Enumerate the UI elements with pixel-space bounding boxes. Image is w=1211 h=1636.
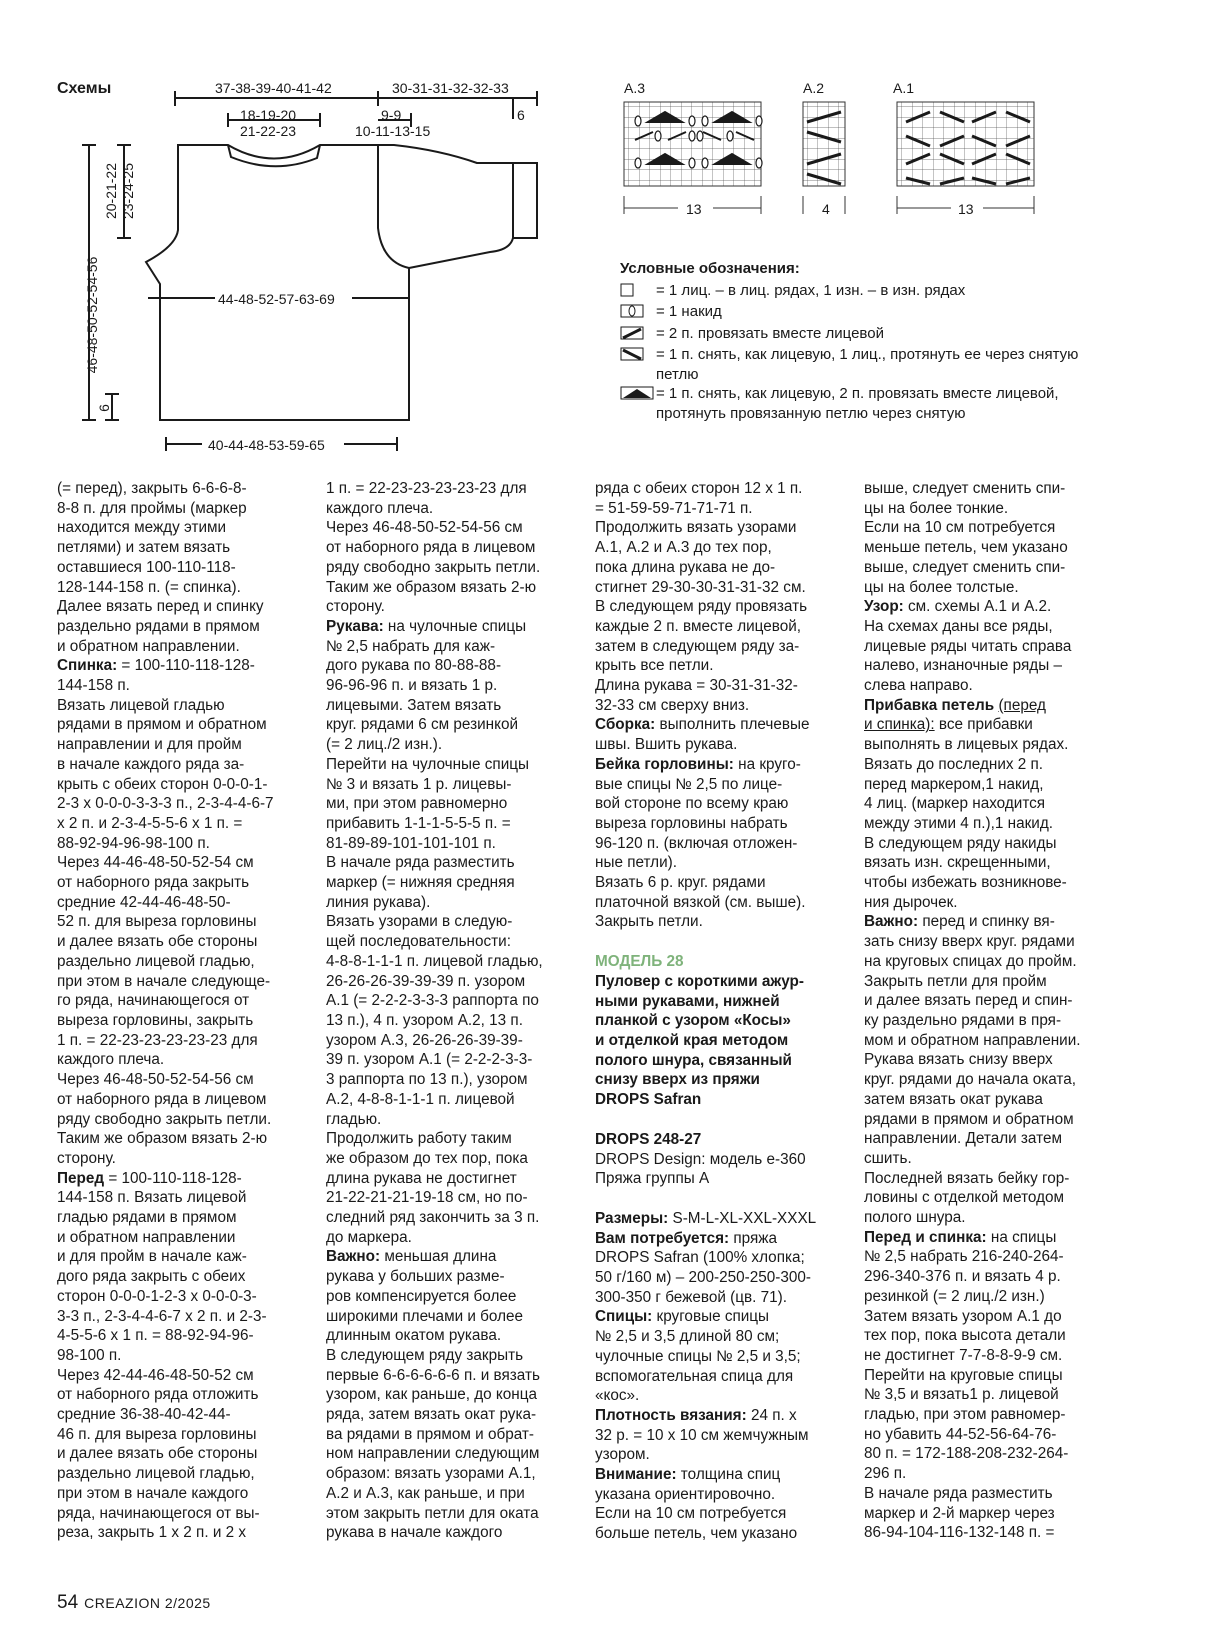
text-line: ку раздельно рядами в пря- — [864, 1011, 1062, 1029]
text-line: длина рукава не достигнет — [326, 1169, 517, 1187]
text-line: № 3,5 и вязать1 р. лицевой — [864, 1386, 1059, 1404]
chart-a3-width: 13 — [686, 201, 702, 217]
text-line — [595, 1406, 845, 1426]
text-line: Продолжить работу таким — [326, 1130, 512, 1148]
text-span: круговые спицы — [652, 1308, 770, 1326]
legend-text: = 2 п. провязать вместе лицевой — [656, 324, 884, 342]
dim-top-left: 37-38-39-40-41-42 — [215, 80, 332, 96]
ssk-icon — [620, 345, 656, 367]
text-line: 88-92-94-96-98-100 п. — [57, 834, 210, 852]
dim-armhole-b: 23-24-25 — [120, 162, 136, 220]
text-line: перед маркером,1 накид, — [864, 775, 1044, 793]
text-line: полого шнура, связанный — [595, 1051, 792, 1069]
text-line: 26-26-26-39-39-39 п. узором — [326, 972, 526, 990]
text-line — [595, 755, 845, 775]
text-span: = 100-110-118-128- — [117, 657, 255, 675]
text-line: х 2 п. и 2-3-4-5-5-6 х 1 п. = — [57, 814, 243, 832]
text-line: зать снизу вверх круг. рядами — [864, 933, 1075, 951]
legend-item — [620, 345, 1090, 384]
text-line: дого ряда закрыть с обеих — [57, 1268, 246, 1286]
bold-label: Внимание: — [595, 1466, 677, 1484]
text-line: направлении. Детали затем — [864, 1130, 1062, 1148]
text-line: полого шнура. — [864, 1209, 966, 1227]
text-line: DROPS 248-27 — [595, 1130, 702, 1148]
chart-label-a3: A.3 — [624, 80, 646, 96]
text-line: от наборного ряда отложить — [57, 1386, 259, 1404]
chart-a3-grid — [624, 102, 762, 214]
text-line: рядами в прямом и обратном — [864, 1110, 1074, 1128]
bold-label: Спицы: — [595, 1308, 653, 1326]
text-line: стигнет 29-30-30-31-31-32 см. — [595, 578, 806, 596]
text-line: 50 г/160 м) – 200-250-250-300- — [595, 1269, 811, 1287]
text-line: сторону. — [57, 1149, 116, 1167]
knit-square-icon — [620, 281, 656, 303]
text-line: цы на более тонкие. — [864, 499, 1009, 517]
legend-text: = 1 накид — [656, 303, 722, 320]
text-line: вязать изн. скрещенными, — [864, 854, 1051, 872]
chart-label-a2: A.2 — [803, 80, 825, 96]
text-line: 300-350 г бежевой (цв. 71). — [595, 1288, 787, 1306]
text-line: платочной вязкой (см. выше). — [595, 893, 806, 911]
text-line: сшить. — [864, 1149, 912, 1167]
text-line: «кос». — [595, 1387, 640, 1405]
text-line: рукава в начале каждого — [326, 1524, 503, 1542]
bold-label: Вам потребуется: — [595, 1229, 730, 1247]
text-line: Пряжа группы А — [595, 1170, 710, 1188]
text-line: ва рядами в прямом и обрат- — [326, 1425, 534, 1443]
text-line: ми, при этом равномерно — [326, 795, 508, 813]
dim-neck-b: 21-22-23 — [240, 123, 297, 139]
text-line: чтобы избежать возникнове- — [864, 874, 1067, 892]
text-line: ряда, затем вязать окат рука- — [326, 1406, 537, 1424]
text-line: В начале ряда разместить — [326, 854, 515, 872]
bold-label: Важно: — [326, 1248, 381, 1266]
text-line — [864, 696, 1114, 716]
text-line: № 3 и вязать 1 р. лицевы- — [326, 775, 512, 793]
text-line: гладью. — [326, 1110, 382, 1128]
text-line: ловины с отделкой методом — [864, 1189, 1065, 1207]
text-line: (= 2 лиц./2 изн.). — [326, 736, 443, 754]
legend — [620, 259, 1090, 423]
text-line: Если на 10 см потребуется — [864, 519, 1056, 537]
text-line: Через 46-48-50-52-54-56 см — [57, 1071, 254, 1089]
text-line: каждого плеча. — [57, 1051, 165, 1069]
text-line — [864, 715, 1114, 735]
text-line: но убавить 44-52-56-64-76- — [864, 1425, 1057, 1443]
text-line: 81-89-89-101-101-101 п. — [326, 834, 496, 852]
text-line: А.2 и А.3, как раньше, и при — [326, 1484, 525, 1502]
spacer — [595, 932, 845, 952]
text-line: образом: вязать узорами А.1, — [326, 1465, 536, 1483]
text-line: тех пор, пока высота детали — [864, 1327, 1066, 1345]
text-line: 2-3 х 0-0-0-3-3-3 п., 2-3-4-4-6-7 — [57, 795, 274, 813]
text-line: первые 6-6-6-6-6-6 п. и вязать — [326, 1366, 540, 1384]
text-line — [864, 597, 1114, 617]
text-line: 128-144-158 п. (= спинка). — [57, 578, 241, 596]
text-line: ными рукавами, нижней — [595, 992, 780, 1010]
text-line: А.1 (= 2-2-2-3-3-3 раппорта по — [326, 992, 539, 1010]
bold-label: Плотность вязания: — [595, 1406, 747, 1424]
text-line: широкими плечами и более — [326, 1307, 524, 1325]
bold-label: Размеры: — [595, 1209, 669, 1227]
text-line: круг. рядами 6 см резинкой — [326, 716, 519, 734]
dim-shoulder-b: 10-11-13-15 — [355, 123, 431, 139]
text-line: Таким же образом вязать 2-ю — [57, 1130, 268, 1148]
text-line: ные петли). — [595, 854, 677, 872]
text-line: круг. рядами до начала оката, — [864, 1071, 1077, 1089]
text-line: Далее вязать перед и спинку — [57, 598, 264, 616]
text-line: Последней вязать бейку гор- — [864, 1169, 1070, 1187]
text-line: 296 п. — [864, 1465, 907, 1483]
text-line: Затем вязать узором А.1 до — [864, 1307, 1062, 1325]
dim-neck-a: 18-19-20 — [240, 107, 297, 123]
text-line: Вязать до последних 2 п. — [864, 755, 1044, 773]
text-line: больше петель, чем указано — [595, 1525, 798, 1543]
text-line: и обратном направлении — [57, 1228, 236, 1246]
text-line: Закрыть петли для пройм — [864, 972, 1047, 990]
chart-a2-width: 4 — [822, 201, 830, 217]
text-line: вой стороне по всему краю — [595, 795, 789, 813]
text-line: = 51-59-59-71-71-71 п. — [595, 499, 753, 517]
text-line: выполнять в лицевых рядах. — [864, 736, 1069, 754]
text-line: при этом в начале каждого — [57, 1484, 249, 1502]
text-span: на спицы — [986, 1228, 1057, 1246]
underlined-text: (перед — [998, 696, 1046, 714]
text-line: № 2,5 набрать для каж- — [326, 637, 496, 655]
text-line: Вязать лицевой гладью — [57, 696, 225, 714]
text-line: го ряда, начинающегося от — [57, 992, 250, 1010]
text-line: раздельно рядами в прямом — [57, 617, 260, 635]
text-line: раздельно лицевой гладью, — [57, 952, 255, 970]
text-line — [326, 617, 576, 637]
text-line: крыть все петли. — [595, 657, 714, 675]
legend-item — [620, 324, 1090, 346]
text-line: маркер и 2-й маркер через — [864, 1504, 1055, 1522]
chart-a2-grid — [803, 102, 845, 214]
legend-text: = 1 лиц. – в лиц. рядах, 1 изн. – в изн. рядах — [656, 281, 966, 299]
bold-label: Перед — [57, 1169, 105, 1187]
text-line: 296-340-376 п. и вязать 4 р. — [864, 1268, 1061, 1286]
text-span: S-M-L-XL-XXL-XXXL — [668, 1209, 817, 1227]
text-line: 80 п. = 172-188-208-232-264- — [864, 1445, 1069, 1463]
text-line: каждые 2 п. вместе лицевой, — [595, 617, 802, 635]
text-line: направлении и для пройм — [57, 736, 242, 754]
text-line: в начале каждого ряда за- — [57, 755, 245, 773]
text-line: реза, закрыть 1 х 2 п. и 2 х — [57, 1524, 247, 1542]
text-line: выреза горловины, закрыть — [57, 1011, 254, 1029]
spacer — [595, 1110, 845, 1130]
bold-label: Бейка горловины: — [595, 755, 734, 773]
text-line: узором А.3, 26-26-26-39-39- — [326, 1031, 523, 1049]
bold-label: Рукава: — [326, 617, 384, 635]
text-line: от наборного ряда закрыть — [57, 874, 250, 892]
text-line: узором, как раньше, до конца — [326, 1386, 537, 1404]
text-span: на круго- — [733, 755, 801, 773]
text-line: 13 п.), 4 п. узором А.2, 13 п. — [326, 1011, 523, 1029]
text-line: 32-33 см сверху вниз. — [595, 696, 750, 714]
text-line: между этими 4 п.),1 накид. — [864, 814, 1054, 832]
text-span: все прибавки — [934, 716, 1033, 734]
text-line: дого рукава по 80-88-88- — [326, 657, 502, 675]
dim-body-length: 46-48-50-52-54-56 — [84, 256, 100, 374]
text-line: Рукава вязать снизу вверх — [864, 1051, 1053, 1069]
text-line: гладью рядами в прямом — [57, 1209, 237, 1227]
text-line: не достигнет 7-7-8-8-9-9 см. — [864, 1346, 1063, 1364]
text-line: (= перед), закрыть 6-6-6-8- — [57, 480, 247, 497]
text-span: см. схемы А.1 и А.2. — [903, 598, 1052, 616]
text-line: от наборного ряда в лицевом — [57, 1090, 267, 1108]
text-line: А.2, 4-8-8-1-1-1 п. лицевой — [326, 1090, 515, 1108]
magazine-name: CREAZION 2/2025 — [84, 1595, 211, 1611]
text-line: 144-158 п. — [57, 677, 130, 695]
text-line: 4-5-5-6 х 1 п. = 88-92-94-96- — [57, 1327, 254, 1345]
text-line: ров компенсируется более — [326, 1287, 517, 1305]
text-line: маркер (= нижняя средняя — [326, 874, 515, 892]
text-line: меньше петель, чем указано — [864, 539, 1068, 557]
text-column-3 — [595, 479, 845, 1544]
text-line: 96-120 п. (включая отложен- — [595, 834, 798, 852]
text-line: средние 36-38-40-42-44- — [57, 1406, 231, 1424]
k2tog-icon — [620, 324, 656, 346]
text-line: щей последовательности: — [326, 933, 511, 951]
text-line: Если на 10 см потребуется — [595, 1505, 787, 1523]
text-line: А.1, А.2 и А.3 до тех пор, — [595, 539, 772, 557]
text-line: каждого плеча. — [326, 499, 434, 517]
text-line: 86-94-104-116-132-148 п. = — [864, 1524, 1055, 1542]
text-line: 4-8-8-1-1-1 п. лицевой гладью, — [326, 952, 543, 970]
text-line: Через 44-46-48-50-52-54 см — [57, 854, 254, 872]
legend-item — [620, 384, 1090, 423]
text-line — [864, 1228, 1114, 1248]
text-line: ряда, начинающегося от вы- — [57, 1504, 260, 1522]
text-line: 4 лиц. (маркер находится — [864, 795, 1046, 813]
text-span: выполнить плечевые — [655, 716, 810, 734]
text-line: 98-100 п. — [57, 1346, 122, 1364]
chart-label-a1: A.1 — [893, 80, 915, 96]
text-line: DROPS Safran — [595, 1091, 702, 1109]
text-line: указана ориентировочно. — [595, 1485, 776, 1503]
text-line: рукава у больших разме- — [326, 1268, 505, 1286]
text-line: рядами в прямом и обратном — [57, 716, 267, 734]
text-line: МОДЕЛЬ 28 — [595, 953, 684, 971]
dim-bottom: 40-44-48-53-59-65 — [208, 437, 325, 453]
dim-shoulder-a: 9-9 — [381, 107, 402, 123]
text-line: 1 п. = 22-23-23-23-23-23 для — [326, 480, 527, 497]
text-line: ряда с обеих сторон 12 х 1 п. — [595, 480, 803, 497]
text-line: затем вязать окат рукава — [864, 1090, 1043, 1108]
text-line — [57, 656, 307, 676]
text-line — [57, 1169, 307, 1189]
legend-item — [620, 302, 1090, 324]
text-column-1 — [57, 479, 307, 1543]
text-line: узором. — [595, 1446, 650, 1464]
text-line: сторон 0-0-0-1-2-3 х 0-0-0-3- — [57, 1287, 257, 1305]
text-line: ряду свободно закрыть петли. — [326, 558, 541, 576]
text-line: Через 42-44-46-48-50-52 см — [57, 1366, 254, 1384]
bold-label: Прибавка петель — [864, 696, 995, 714]
pattern-charts — [618, 96, 1058, 221]
text-line: цы на более толстые. — [864, 578, 1019, 596]
dim-armhole-a: 20-21-22 — [103, 162, 119, 220]
text-line: 39 п. узором А.1 (= 2-2-2-3-3- — [326, 1051, 533, 1069]
bold-label: Узор: — [864, 598, 904, 616]
text-line: вые спицы № 2,5 по лице- — [595, 775, 783, 793]
text-line: Перейти на чулочные спицы — [326, 755, 530, 773]
text-line: мом и обратном направлении. — [864, 1031, 1081, 1049]
text-line: В следующем ряду накиды — [864, 834, 1057, 852]
bold-label: Перед и спинка: — [864, 1228, 987, 1246]
underlined-text: и спинка): — [864, 716, 935, 734]
text-line: вспомогательная спица для — [595, 1367, 794, 1385]
legend-title: Условные обозначения: — [620, 260, 800, 277]
dim-top-right: 30-31-31-32-32-33 — [392, 80, 509, 96]
text-line: оставшиеся 100-110-118- — [57, 558, 236, 576]
text-line: Закрыть петли. — [595, 913, 703, 931]
text-line: слева направо. — [864, 677, 973, 695]
text-span: 24 п. х — [746, 1406, 797, 1424]
text-line: средние 42-44-46-48-50- — [57, 893, 231, 911]
text-line: линия рукава). — [326, 893, 431, 911]
text-line: Длина рукава = 30-31-31-32- — [595, 677, 798, 695]
text-line: от наборного ряда в лицевом — [326, 539, 536, 557]
text-line: ряду свободно закрыть петли. — [57, 1110, 272, 1128]
text-line: 3-3 п., 2-3-4-4-6-7 х 2 п. и 2-3- — [57, 1307, 267, 1325]
text-line: Через 46-48-50-52-54-56 см — [326, 519, 523, 537]
text-line: № 2,5 и 3,5 длиной 80 см; — [595, 1328, 780, 1346]
schematic-title: Схемы — [57, 80, 112, 97]
text-line: 32 р. = 10 х 10 см жемчужным — [595, 1426, 809, 1444]
text-line: 8-8 п. для проймы (маркер — [57, 499, 247, 517]
text-span: пряжа — [729, 1229, 778, 1247]
text-span: толщина спиц — [676, 1466, 781, 1484]
text-line: Вязать 6 р. круг. рядами — [595, 874, 766, 892]
text-line: 144-158 п. Вязать лицевой — [57, 1189, 247, 1207]
text-line — [595, 1229, 845, 1249]
page-number: 54 — [57, 1592, 79, 1613]
text-line: этом закрыть петли для оката — [326, 1504, 539, 1522]
text-column-4 — [864, 479, 1114, 1543]
text-line: петлями) и затем вязать — [57, 539, 231, 557]
text-line: затем в следующем ряду за- — [595, 637, 800, 655]
text-line: Продолжить вязать узорами — [595, 519, 797, 537]
text-line — [595, 1465, 845, 1485]
text-column-2 — [326, 479, 576, 1543]
text-line: налево, изнаночные ряды – — [864, 657, 1062, 675]
text-line: DROPS Safran (100% хлопка; — [595, 1249, 805, 1267]
text-line — [595, 1209, 845, 1229]
dim-chest: 44-48-52-57-63-69 — [218, 291, 335, 307]
text-line: 3 раппорта по 13 п.), узором — [326, 1071, 528, 1089]
legend-text: = 1 п. снять, как лицевую, 1 лиц., протянуть ее через снятую петлю — [656, 346, 1079, 383]
text-line: чулочные спицы № 2,5 и 3,5; — [595, 1347, 801, 1365]
text-line — [864, 912, 1114, 932]
text-line: лицевые ряды читать справа — [864, 637, 1072, 655]
text-line: и для пройм в начале каж- — [57, 1248, 247, 1266]
text-line: В следующем ряду закрыть — [326, 1346, 524, 1364]
text-line: ния дырочек. — [864, 893, 958, 911]
text-line: 21-22-21-21-19-18 см, но по- — [326, 1189, 528, 1207]
text-line: ном направлении следующим — [326, 1445, 540, 1463]
text-line: и далее вязать обе стороны — [57, 1445, 258, 1463]
text-line: и далее вязать обе стороны — [57, 933, 258, 951]
spacer — [595, 1189, 845, 1209]
chart-a1-grid — [897, 102, 1034, 214]
text-line — [595, 1307, 845, 1327]
bold-label: Важно: — [864, 913, 919, 931]
text-line: Перейти на круговые спицы — [864, 1366, 1063, 1384]
text-line: длинным окатом рукава. — [326, 1327, 502, 1345]
text-line: № 2,5 набрать 216-240-264- — [864, 1248, 1064, 1266]
text-line: и отделкой края методом — [595, 1031, 789, 1049]
text-line: лицевыми. Затем вязать — [326, 696, 502, 714]
text-line: же образом до тех пор, пока — [326, 1149, 528, 1167]
text-line: находится между этими — [57, 519, 227, 537]
text-line: на круговых спицах до пройм. — [864, 952, 1077, 970]
legend-item — [620, 281, 1090, 303]
text-line — [326, 1247, 576, 1267]
text-line: снизу вверх из пряжи — [595, 1071, 760, 1089]
text-line: Вязать узорами в следую- — [326, 913, 513, 931]
text-line: пока длина рукава не до- — [595, 558, 776, 576]
dim-cuff: 6 — [517, 107, 525, 123]
bold-label: Спинка: — [57, 657, 118, 675]
text-line: выше, следует сменить спи- — [864, 480, 1066, 497]
text-line: и далее вязать перед и спин- — [864, 992, 1073, 1010]
text-line: крыть с обеих сторон 0-0-0-1- — [57, 775, 268, 793]
legend-text: = 1 п. снять, как лицевую, 2 п. провязать вместе лицевой, протянуть провязанную петлю через снятую — [656, 385, 1059, 422]
bold-label: Сборка: — [595, 716, 656, 734]
dim-rib: 6 — [96, 404, 112, 412]
text-line: резинкой (= 2 лиц./2 изн.) — [864, 1287, 1045, 1305]
text-line: На схемах даны все ряды, — [864, 617, 1053, 635]
text-line: раздельно лицевой гладью, — [57, 1465, 255, 1483]
text-span: меньшая длина — [380, 1248, 497, 1266]
text-line: 1 п. = 22-23-23-23-23-23 для — [57, 1031, 258, 1049]
text-line: 46 п. для выреза горловины — [57, 1425, 257, 1443]
sk2p-icon — [620, 384, 656, 406]
text-span: на чулочные спицы — [383, 617, 527, 635]
text-line: при этом в начале следующе- — [57, 972, 271, 990]
text-line: В следующем ряду провязать — [595, 598, 808, 616]
text-line: швы. Вшить рукава. — [595, 736, 738, 754]
text-line: выше, следует сменить спи- — [864, 558, 1066, 576]
text-line: Пуловер с короткими ажур- — [595, 972, 804, 990]
page-footer — [57, 1592, 211, 1614]
text-line: выреза горловины набрать — [595, 814, 788, 832]
text-line: до маркера. — [326, 1228, 412, 1246]
chart-a1-width: 13 — [958, 201, 974, 217]
text-line: 96-96-96 п. и вязать 1 р. — [326, 677, 498, 695]
text-line: и обратном направлении. — [57, 637, 240, 655]
text-span: = 100-110-118-128- — [104, 1169, 242, 1187]
text-line: DROPS Design: модель e-360 — [595, 1150, 806, 1168]
text-line: сторону. — [326, 598, 385, 616]
garment-schematic — [0, 0, 600, 470]
text-line: Таким же образом вязать 2-ю — [326, 578, 537, 596]
text-line: В начале ряда разместить — [864, 1484, 1053, 1502]
text-line: следний ряд закончить за 3 п. — [326, 1209, 540, 1227]
text-line — [595, 715, 845, 735]
text-line: прибавить 1-1-1-5-5-5 п. = — [326, 814, 511, 832]
text-line: гладью, при этом равномер- — [864, 1406, 1066, 1424]
text-line: планкой с узором «Косы» — [595, 1012, 791, 1030]
text-line: 52 п. для выреза горловины — [57, 913, 257, 931]
text-span: перед и спинку вя- — [918, 913, 1055, 931]
yarn-over-icon — [620, 302, 656, 324]
